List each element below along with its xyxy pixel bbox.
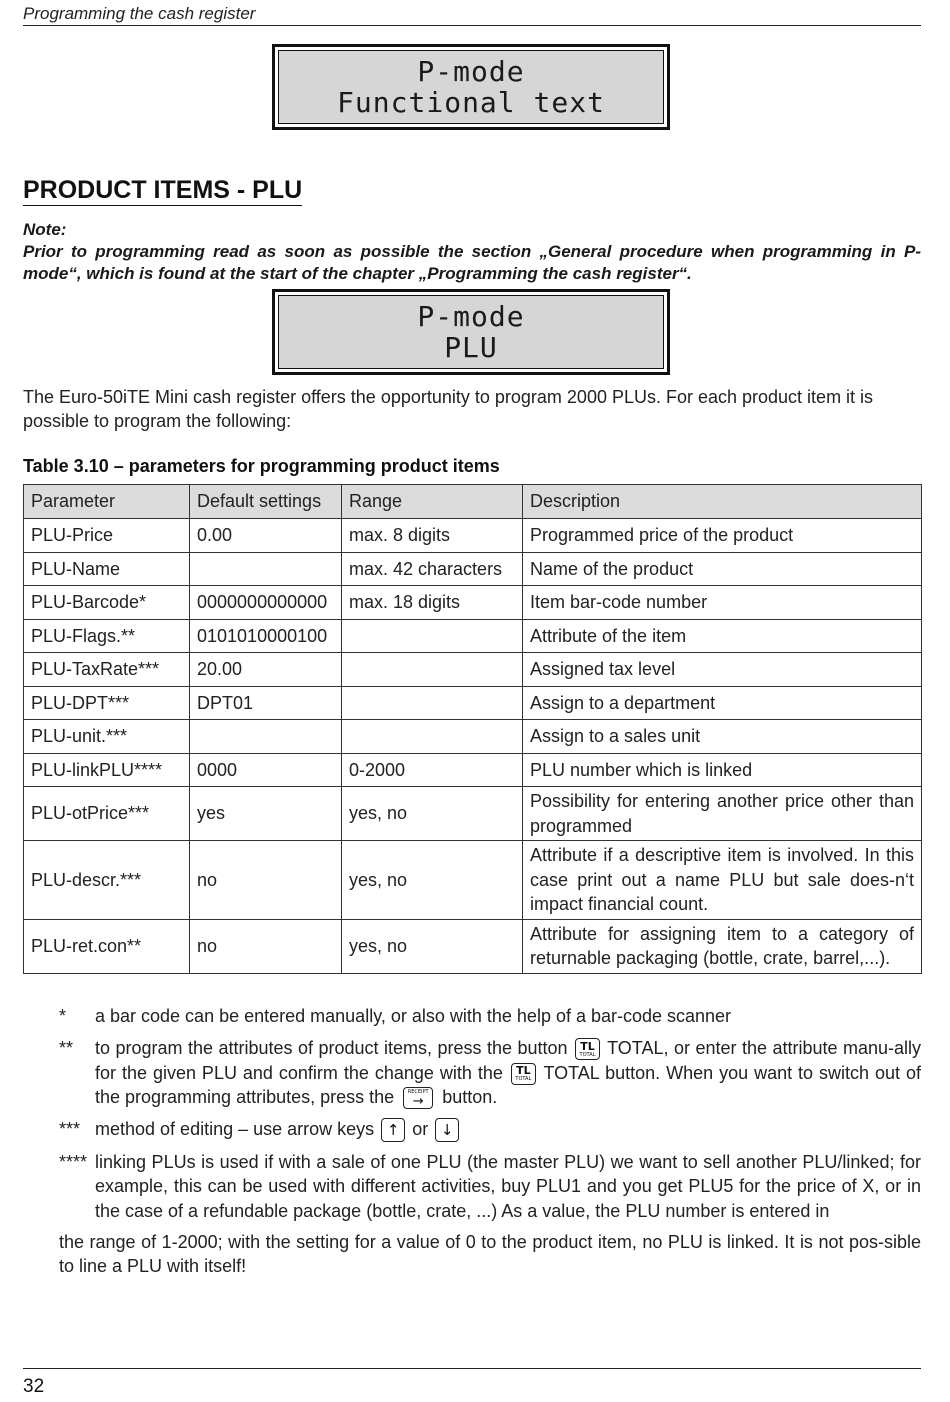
note-label: Note: bbox=[23, 220, 67, 239]
header-rule bbox=[23, 25, 921, 26]
page-number: 32 bbox=[23, 1376, 45, 1397]
table-row bbox=[24, 619, 922, 653]
header-range: Range bbox=[342, 485, 523, 519]
cell-range bbox=[342, 653, 523, 687]
footnote-continuation: the range of 1-2000; with the setting for a value of 0 to the product item, no PLU is linked. It is not pos-sible to line a PLU with itself! bbox=[59, 1231, 921, 1277]
footnotes bbox=[23, 1004, 921, 1279]
table-row bbox=[24, 919, 922, 973]
cell-parameter: PLU-DPT*** bbox=[24, 686, 190, 720]
lcd-display-plu bbox=[272, 289, 670, 375]
cell-parameter: PLU-descr.*** bbox=[24, 841, 190, 920]
footnote-text bbox=[95, 1036, 921, 1110]
cell-description: Programmed price of the product bbox=[523, 519, 922, 553]
cell-description: Attribute if a descriptive item is involved. In this case print out a name PLU but sale does-n‘t impact financial count. bbox=[523, 841, 922, 920]
cell-default: yes bbox=[190, 787, 342, 841]
table-caption: Table 3.10 – parameters for programming product items bbox=[23, 456, 500, 476]
total-key-label: TL bbox=[580, 1039, 595, 1053]
header-default-settings: Default settings bbox=[190, 485, 342, 519]
footnote-3 bbox=[23, 1117, 921, 1142]
cell-range: max. 42 characters bbox=[342, 552, 523, 586]
cell-description: Possibility for entering another price other than programmed bbox=[523, 787, 922, 841]
footnote-mark: **** bbox=[59, 1151, 88, 1172]
cell-description: Attribute of the item bbox=[523, 619, 922, 653]
footnote-text-part: or bbox=[412, 1119, 429, 1139]
footnote-2 bbox=[23, 1036, 921, 1110]
cell-range bbox=[342, 686, 523, 720]
lcd-screen bbox=[278, 295, 664, 369]
table-header-row bbox=[24, 485, 922, 519]
footnote-text-part: method of editing – use arrow keys bbox=[95, 1119, 375, 1139]
total-key-icon bbox=[511, 1063, 536, 1085]
cell-range bbox=[342, 720, 523, 754]
cell-range: 0-2000 bbox=[342, 753, 523, 787]
cell-parameter: PLU-Barcode* bbox=[24, 586, 190, 620]
footnote-mark: *** bbox=[59, 1119, 81, 1139]
receipt-key-icon bbox=[403, 1087, 433, 1109]
cell-parameter: PLU-TaxRate*** bbox=[24, 653, 190, 687]
note-text: Prior to programming read as soon as possible the section „General procedure when programming in P-mode“, which is found at the start of the chapter „Programming the cash register“. bbox=[23, 242, 921, 283]
footnote-text-part: TOTAL, or enter the attribute manu-ally for the given PLU and confirm the change with the bbox=[95, 1038, 921, 1083]
table-row bbox=[24, 720, 922, 754]
cell-default: 0000 bbox=[190, 753, 342, 787]
footnote-text-part: to program the attributes of product items, press the button bbox=[95, 1038, 568, 1058]
table-row bbox=[24, 519, 922, 553]
lcd-line-1: P-mode bbox=[417, 300, 525, 333]
total-key-label: TL bbox=[516, 1064, 531, 1078]
table-row bbox=[24, 653, 922, 687]
cell-description: Assigned tax level bbox=[523, 653, 922, 687]
cell-description: Attribute for assigning item to a category of returnable packaging (bottle, crate, barrel,...). bbox=[523, 919, 922, 973]
receipt-key-sublabel: RECEIPT bbox=[407, 1088, 429, 1095]
cell-description: Name of the product bbox=[523, 552, 922, 586]
table-row bbox=[24, 686, 922, 720]
footnote-text: a bar code can be entered manually, or also with the help of a bar-code scanner bbox=[95, 1006, 732, 1026]
table-row bbox=[24, 753, 922, 787]
cell-description: Assign to a department bbox=[523, 686, 922, 720]
parameters-table bbox=[23, 484, 922, 974]
footnote-text-part: button. bbox=[442, 1087, 498, 1107]
cell-range: max. 8 digits bbox=[342, 519, 523, 553]
footnote-4 bbox=[23, 1150, 921, 1224]
arrow-up-key-icon: ↑ bbox=[381, 1118, 405, 1142]
lcd-line-2: PLU bbox=[444, 331, 498, 364]
footnote-text bbox=[95, 1117, 921, 1142]
cell-range: yes, no bbox=[342, 787, 523, 841]
receipt-arrow-icon: → bbox=[412, 1093, 424, 1109]
lcd-display-functional-text bbox=[272, 44, 670, 130]
cell-parameter: PLU-ret.con** bbox=[24, 919, 190, 973]
footnote-mark: ** bbox=[59, 1038, 74, 1058]
table-row bbox=[24, 787, 922, 841]
cell-description: PLU number which is linked bbox=[523, 753, 922, 787]
cell-range: max. 18 digits bbox=[342, 586, 523, 620]
total-key-icon bbox=[575, 1038, 600, 1060]
footnote-mark: * bbox=[59, 1006, 67, 1026]
footer-rule bbox=[23, 1368, 921, 1369]
cell-default: DPT01 bbox=[190, 686, 342, 720]
footnote-text-part: TOTAL button. When you want to switch out of the programming attributes, press the bbox=[95, 1062, 921, 1107]
cell-default: no bbox=[190, 841, 342, 920]
footnote-text: linking PLUs is used if with a sale of one PLU (the master PLU) we want to sell another PLU/linked; for example, this can be used with different activities, buy PLU1 and you get PLU5 for the price of X, or in the case of a refundable package (bottle, crate, ...) As a value, the PLU number is entered in bbox=[95, 1151, 921, 1221]
header-description: Description bbox=[523, 485, 922, 519]
cell-default: 0000000000000 bbox=[190, 586, 342, 620]
cell-default: 20.00 bbox=[190, 653, 342, 687]
arrow-down-key-icon: ↓ bbox=[435, 1118, 459, 1142]
total-key-sublabel: TOTAL bbox=[515, 1076, 532, 1083]
lcd-line-1: P-mode bbox=[417, 55, 525, 88]
header-parameter: Parameter bbox=[24, 485, 190, 519]
footnote-1 bbox=[23, 1004, 921, 1029]
cell-parameter: PLU-Price bbox=[24, 519, 190, 553]
cell-default: 0101010000100 bbox=[190, 619, 342, 653]
cell-parameter: PLU-unit.*** bbox=[24, 720, 190, 754]
running-header: Programming the cash register bbox=[23, 4, 256, 23]
cell-default bbox=[190, 720, 342, 754]
table-row bbox=[24, 552, 922, 586]
section-title: PRODUCT ITEMS - PLU bbox=[23, 176, 303, 204]
cell-default: 0.00 bbox=[190, 519, 342, 553]
intro-paragraph: The Euro-50iTE Mini cash register offers the opportunity to program 2000 PLUs. For each product item it is possible to program the following: bbox=[23, 387, 874, 431]
cell-parameter: PLU-Flags.** bbox=[24, 619, 190, 653]
lcd-screen bbox=[278, 50, 664, 124]
cell-parameter: PLU-otPrice*** bbox=[24, 787, 190, 841]
table-row bbox=[24, 586, 922, 620]
cell-default bbox=[190, 552, 342, 586]
cell-default: no bbox=[190, 919, 342, 973]
lcd-line-2: Functional text bbox=[337, 86, 605, 119]
cell-range bbox=[342, 619, 523, 653]
cell-parameter: PLU-Name bbox=[24, 552, 190, 586]
cell-range: yes, no bbox=[342, 919, 523, 973]
cell-range: yes, no bbox=[342, 841, 523, 920]
cell-description: Assign to a sales unit bbox=[523, 720, 922, 754]
cell-description: Item bar-code number bbox=[523, 586, 922, 620]
cell-parameter: PLU-linkPLU**** bbox=[24, 753, 190, 787]
total-key-sublabel: TOTAL bbox=[579, 1051, 596, 1058]
table-row bbox=[24, 841, 922, 920]
